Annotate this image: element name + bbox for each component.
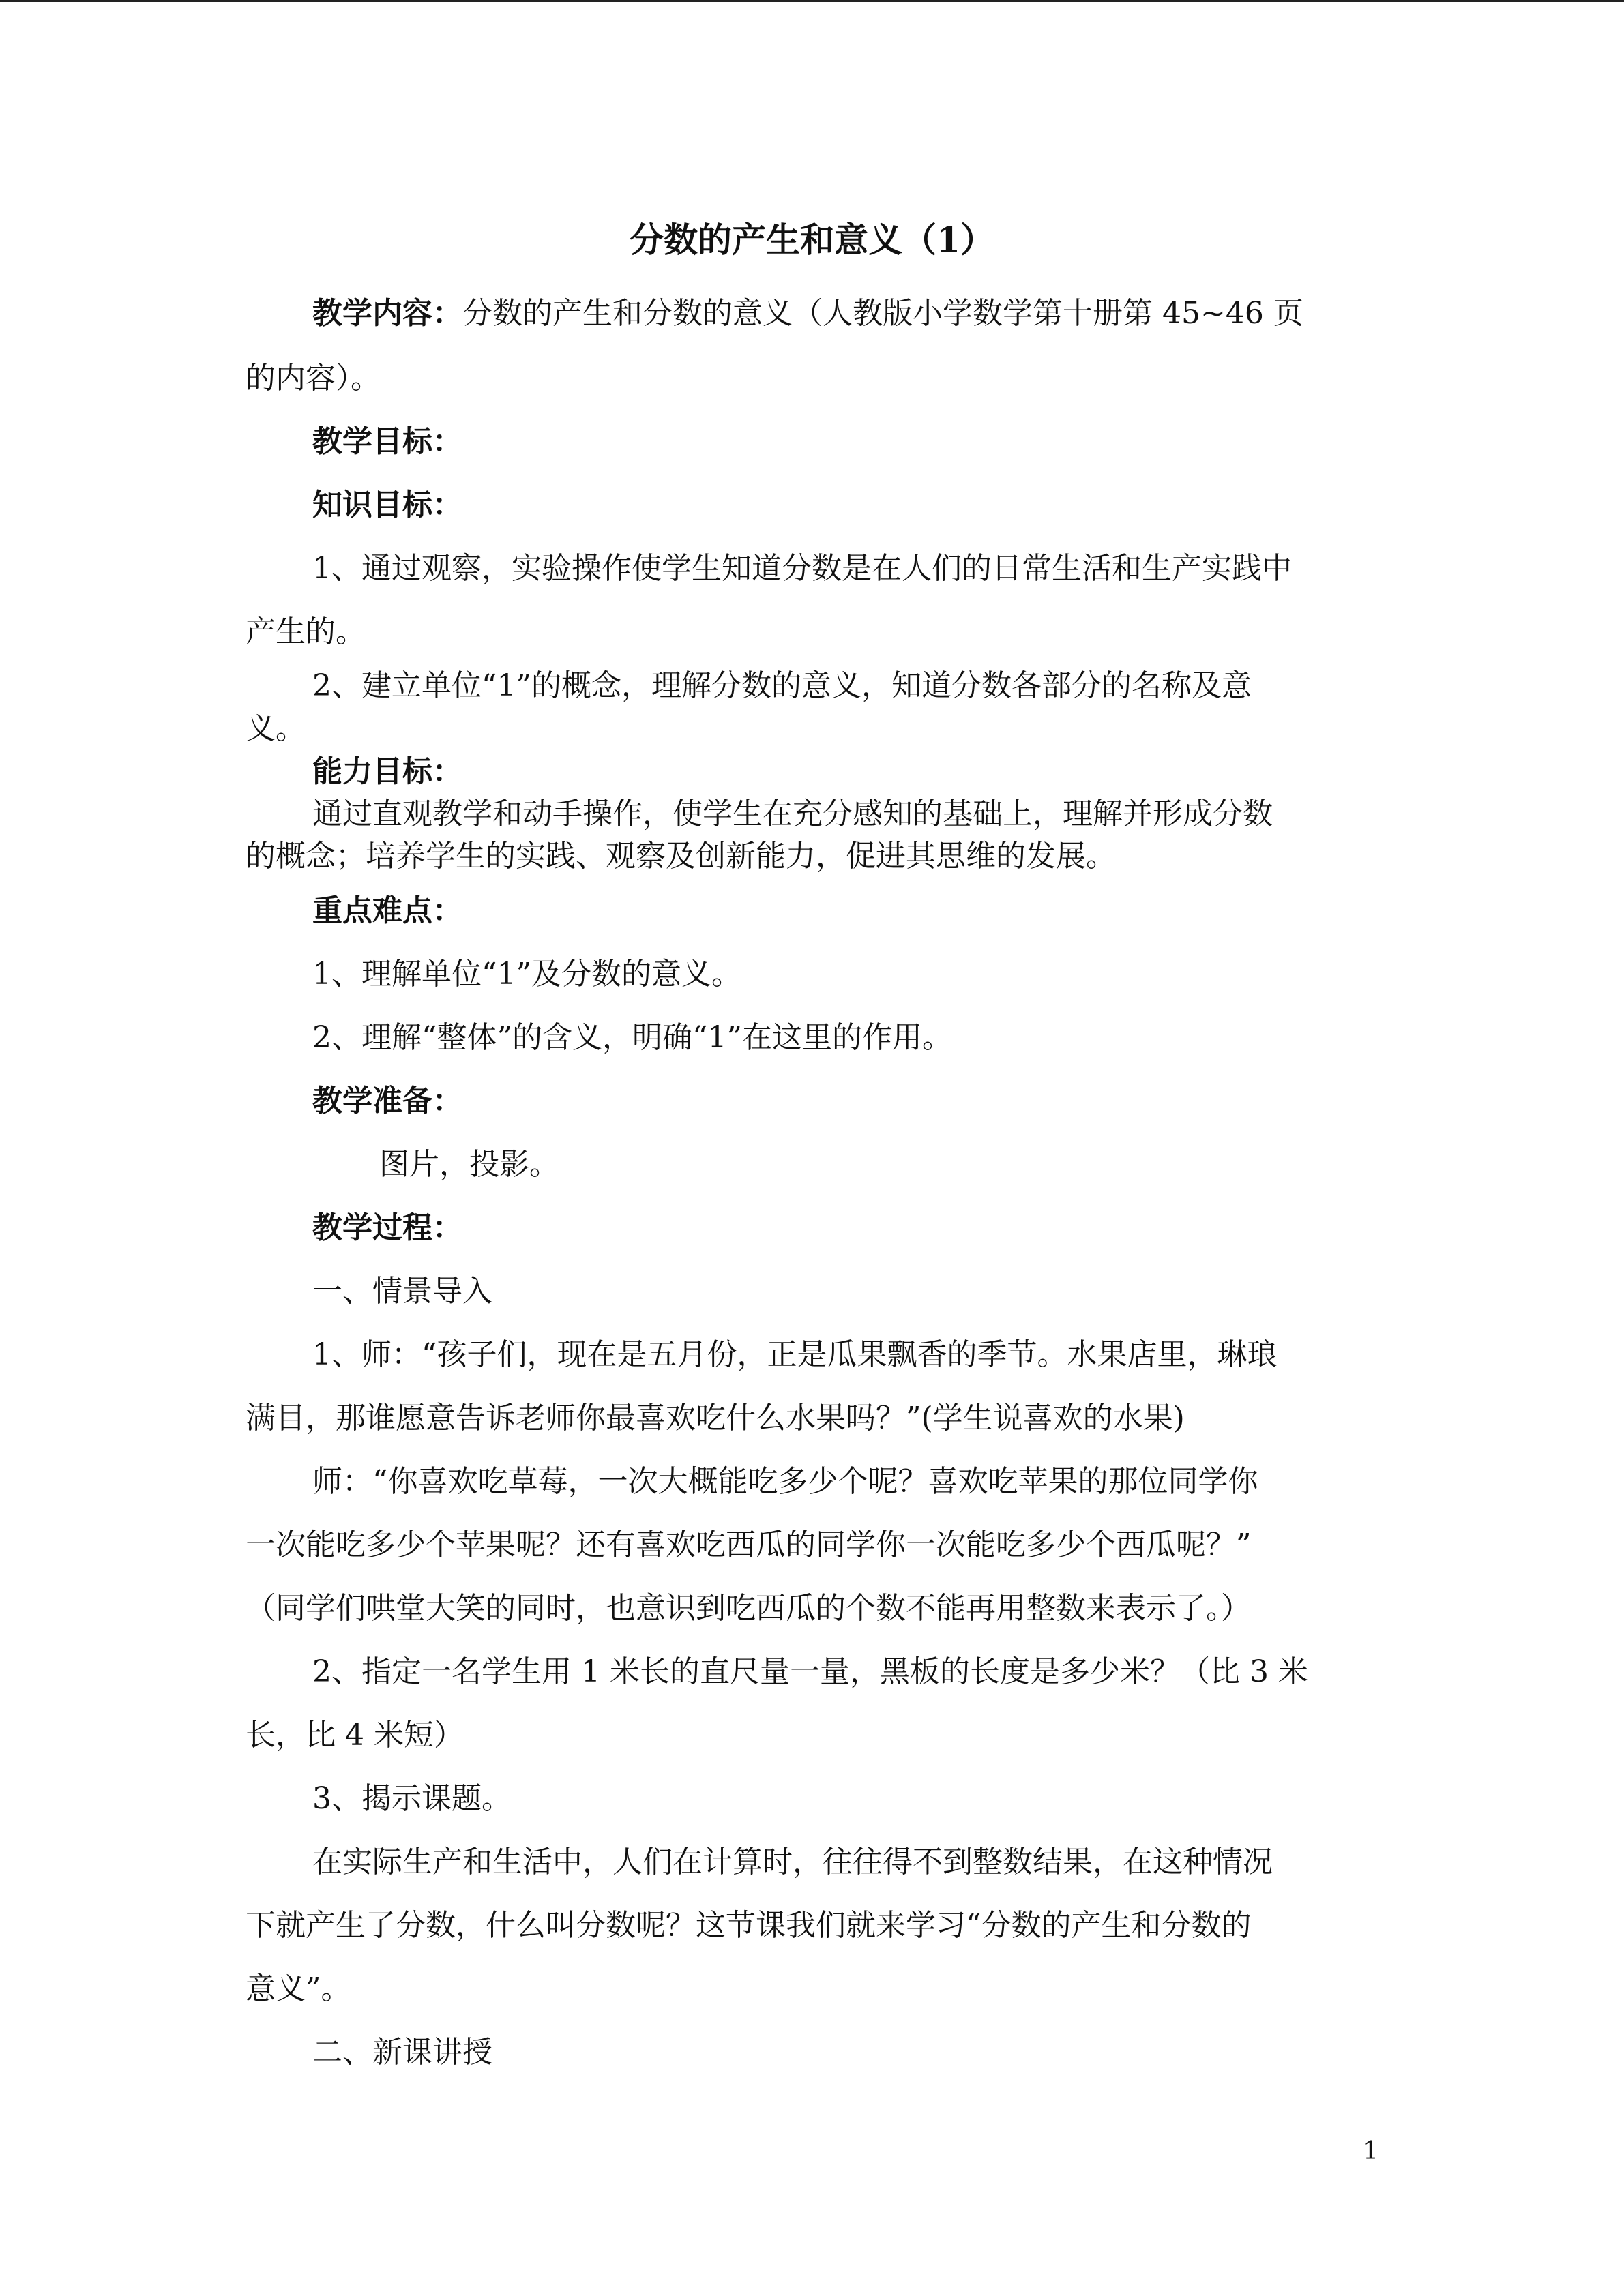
- heading-ability-goals: 能力目标：: [312, 754, 462, 789]
- paragraph-line: （同学们哄堂大笑的同时，也意识到吃西瓜的个数不能再用整数来表示了。）: [246, 1591, 1251, 1626]
- paragraph-line: 义。: [246, 711, 306, 746]
- heading-teaching-prep: 教学准备：: [312, 1084, 462, 1118]
- paragraph-line: 满目，那谁愿意告诉老师你最喜欢吃什么水果吗？”(学生说喜欢的水果): [246, 1401, 1185, 1435]
- paragraph-line: 2、建立单位“1”的概念，理解分数的意义，知道分数各部分的名称及意: [312, 668, 1252, 703]
- paragraph-line: 长，比 4 米短）: [246, 1718, 464, 1753]
- document-title: 分数的产生和意义（1）: [630, 220, 994, 260]
- page-number: 1: [1363, 2137, 1378, 2165]
- paragraph-line: 2、理解“整体”的含义，明确“1”在这里的作用。: [312, 1020, 952, 1055]
- paragraph-line: 1、通过观察，实验操作使学生知道分数是在人们的日常生活和生产实践中: [312, 551, 1292, 586]
- paragraph-line: 的概念；培养学生的实践、观察及创新能力，促进其思维的发展。: [246, 839, 1116, 874]
- label-teaching-content: 教学内容：: [312, 296, 462, 331]
- paragraph-line: 图片，投影。: [379, 1147, 559, 1182]
- paragraph-line: 产生的。: [246, 614, 366, 649]
- paragraph-line: 1、师：“孩子们，现在是五月份，正是瓜果飘香的季节。水果店里，琳琅: [312, 1337, 1278, 1372]
- heading-key-difficulties: 重点难点：: [312, 893, 462, 928]
- heading-knowledge-goals: 知识目标：: [312, 488, 462, 522]
- paragraph-line: 3、揭示课题。: [312, 1781, 512, 1816]
- paragraph-line: 1、理解单位“1”及分数的意义。: [312, 957, 741, 992]
- paragraph-line: 通过直观教学和动手操作，使学生在充分感知的基础上，理解并形成分数: [312, 796, 1273, 831]
- heading-teaching-goals: 教学目标：: [312, 424, 462, 459]
- text-teaching-content: 分数的产生和分数的意义（人教版小学数学第十册第 45~46 页: [462, 296, 1303, 331]
- paragraph-line: 下就产生了分数，什么叫分数呢？这节课我们就来学习“分数的产生和分数的: [246, 1908, 1252, 1943]
- heading-teaching-process: 教学过程：: [312, 1210, 462, 1245]
- section-heading-intro: 一、情景导入: [312, 1274, 492, 1309]
- paragraph-line: 意义”。: [246, 1971, 351, 2006]
- paragraph-line: 的内容）。: [246, 361, 381, 396]
- top-border-line: [0, 0, 1624, 2]
- paragraph-line: 师：“你喜欢吃草莓，一次大概能吃多少个呢？喜欢吃苹果的那位同学你: [312, 1464, 1258, 1499]
- paragraph-line: 在实际生产和生活中，人们在计算时，往往得不到整数结果，在这种情况: [312, 1845, 1273, 1879]
- paragraph-line: 一次能吃多少个苹果呢？还有喜欢吃西瓜的同学你一次能吃多少个西瓜呢？”: [246, 1527, 1252, 1562]
- line-teaching-content: [312, 295, 1303, 333]
- section-heading-new-lesson: 二、新课讲授: [312, 2035, 492, 2070]
- paragraph-line: 2、指定一名学生用 1 米长的直尺量一量，黑板的长度是多少米？（比 3 米: [312, 1654, 1308, 1689]
